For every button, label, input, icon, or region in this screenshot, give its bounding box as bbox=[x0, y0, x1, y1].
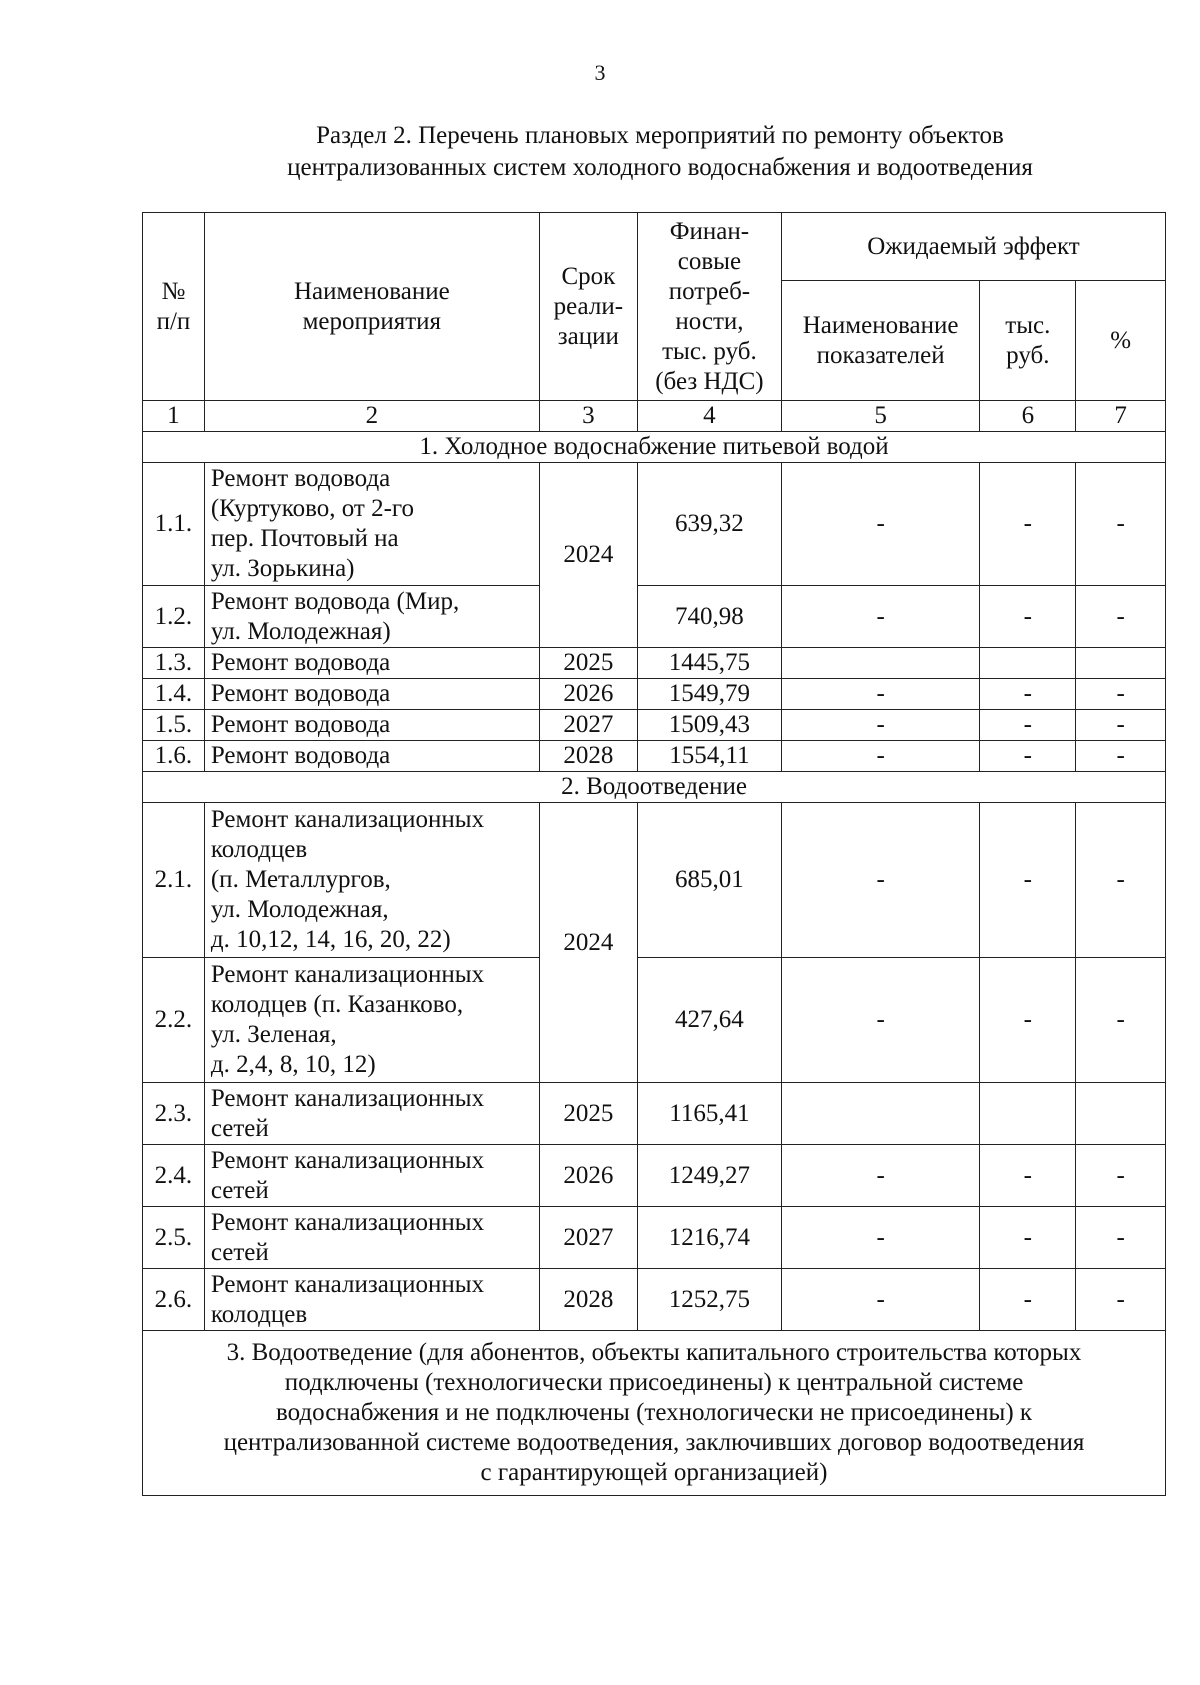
row-year: 2025 bbox=[539, 648, 637, 679]
row-name: Ремонт канализационных колодцев bbox=[204, 1269, 539, 1331]
row-finance: 1554,11 bbox=[637, 741, 781, 772]
row-percent: - bbox=[1076, 958, 1166, 1083]
row-indicator: - bbox=[781, 586, 979, 648]
row-finance: 740,98 bbox=[637, 586, 781, 648]
table-row bbox=[143, 741, 1166, 772]
row-indicator: - bbox=[781, 1145, 979, 1207]
row-year: 2026 bbox=[539, 1145, 637, 1207]
row-num: 2.4. bbox=[143, 1145, 205, 1207]
row-name: Ремонт канализационных сетей bbox=[204, 1083, 539, 1145]
header-name: Наименование мероприятия bbox=[204, 213, 539, 401]
row-num: 1.1. bbox=[143, 463, 205, 586]
header-effect: Ожидаемый эффект bbox=[781, 213, 1165, 281]
row-num: 2.3. bbox=[143, 1083, 205, 1145]
row-thousand-rub: - bbox=[980, 710, 1076, 741]
section-heading-1: 1. Холодное водоснабжение питьевой водой bbox=[143, 432, 1166, 463]
row-year: 2028 bbox=[539, 741, 637, 772]
row-percent: - bbox=[1076, 1269, 1166, 1331]
row-indicator bbox=[781, 648, 979, 679]
row-year: 2028 bbox=[539, 1269, 637, 1331]
row-finance: 1509,43 bbox=[637, 710, 781, 741]
header-indicators: Наименование показателей bbox=[781, 281, 979, 401]
row-name: Ремонт водовода bbox=[204, 710, 539, 741]
page-number: 3 bbox=[594, 60, 606, 85]
row-num: 1.2. bbox=[143, 586, 205, 648]
row-name: Ремонт водовода bbox=[204, 741, 539, 772]
table-row bbox=[143, 1207, 1166, 1269]
col-number: 5 bbox=[781, 401, 979, 432]
row-indicator: - bbox=[781, 463, 979, 586]
row-year: 2024 bbox=[539, 463, 637, 648]
row-indicator: - bbox=[781, 958, 979, 1083]
row-indicator: - bbox=[781, 710, 979, 741]
table-row bbox=[143, 463, 1166, 586]
table-row bbox=[143, 958, 1166, 1083]
row-percent: - bbox=[1076, 710, 1166, 741]
column-numbers-row bbox=[143, 401, 1166, 432]
row-thousand-rub: - bbox=[980, 1207, 1076, 1269]
row-name: Ремонт канализационных сетей bbox=[204, 1145, 539, 1207]
row-percent: - bbox=[1076, 1145, 1166, 1207]
row-name: Ремонт водовода bbox=[204, 679, 539, 710]
table-row bbox=[143, 586, 1166, 648]
row-percent bbox=[1076, 1083, 1166, 1145]
row-finance: 1445,75 bbox=[637, 648, 781, 679]
row-percent bbox=[1076, 648, 1166, 679]
row-name: Ремонт водовода bbox=[204, 648, 539, 679]
row-num: 2.5. bbox=[143, 1207, 205, 1269]
row-num: 1.3. bbox=[143, 648, 205, 679]
row-thousand-rub: - bbox=[980, 803, 1076, 958]
section-heading-2: 2. Водоотведение bbox=[143, 772, 1166, 803]
row-name: Ремонт канализационных колодцев (п. Казанково, ул. Зеленая, д. 2,4, 8, 10, 12) bbox=[204, 958, 539, 1083]
table-row bbox=[143, 648, 1166, 679]
row-finance: 1216,74 bbox=[637, 1207, 781, 1269]
row-year: 2025 bbox=[539, 1083, 637, 1145]
header-finance: Финан- совые потреб- ности, тыс. руб. (без НДС) bbox=[637, 213, 781, 401]
row-name: Ремонт канализационных колодцев (п. Металлургов, ул. Молодежная, д. 10,12, 14, 16, 20, 22) bbox=[204, 803, 539, 958]
row-thousand-rub bbox=[980, 1083, 1076, 1145]
row-name: Ремонт водовода (Мир, ул. Молодежная) bbox=[204, 586, 539, 648]
row-indicator: - bbox=[781, 1269, 979, 1331]
col-number: 1 bbox=[143, 401, 205, 432]
row-thousand-rub bbox=[980, 648, 1076, 679]
row-percent: - bbox=[1076, 803, 1166, 958]
row-finance: 427,64 bbox=[637, 958, 781, 1083]
row-finance: 685,01 bbox=[637, 803, 781, 958]
title-line: централизованных систем холодного водоснабжения и водоотведения bbox=[287, 154, 1033, 181]
row-num: 2.6. bbox=[143, 1269, 205, 1331]
table-row bbox=[143, 710, 1166, 741]
row-indicator: - bbox=[781, 741, 979, 772]
row-num: 1.5. bbox=[143, 710, 205, 741]
row-percent: - bbox=[1076, 1207, 1166, 1269]
measures-table bbox=[142, 212, 1166, 1496]
row-thousand-rub: - bbox=[980, 1145, 1076, 1207]
col-number: 7 bbox=[1076, 401, 1166, 432]
col-number: 2 bbox=[204, 401, 539, 432]
table-row bbox=[143, 1145, 1166, 1207]
row-percent: - bbox=[1076, 586, 1166, 648]
row-percent: - bbox=[1076, 741, 1166, 772]
row-year: 2026 bbox=[539, 679, 637, 710]
row-num: 2.2. bbox=[143, 958, 205, 1083]
row-percent: - bbox=[1076, 679, 1166, 710]
row-indicator: - bbox=[781, 1207, 979, 1269]
table-row bbox=[143, 803, 1166, 958]
title-line: Раздел 2. Перечень плановых мероприятий по ремонту объектов bbox=[316, 122, 1004, 149]
section-title bbox=[140, 120, 1180, 184]
row-indicator: - bbox=[781, 679, 979, 710]
row-thousand-rub: - bbox=[980, 586, 1076, 648]
row-indicator: - bbox=[781, 803, 979, 958]
col-number: 4 bbox=[637, 401, 781, 432]
table-row bbox=[143, 1083, 1166, 1145]
header-num: № п/п bbox=[143, 213, 205, 401]
row-num: 1.4. bbox=[143, 679, 205, 710]
row-year: 2027 bbox=[539, 710, 637, 741]
section-heading-3: 3. Водоотведение (для абонентов, объекты капитального строительства которых подключены (технологически присоединены) к центральной системе водоснабжения и не подключены (технологически не присоединены) к централизованной системе водоотведения, заключивших договор водоотведения с гарантирующей организацией) bbox=[143, 1331, 1166, 1496]
row-year: 2027 bbox=[539, 1207, 637, 1269]
header-percent: % bbox=[1076, 281, 1166, 401]
row-percent: - bbox=[1076, 463, 1166, 586]
row-thousand-rub: - bbox=[980, 741, 1076, 772]
row-thousand-rub: - bbox=[980, 1269, 1076, 1331]
col-number: 6 bbox=[980, 401, 1076, 432]
row-year: 2024 bbox=[539, 803, 637, 1083]
row-finance: 1549,79 bbox=[637, 679, 781, 710]
table-row bbox=[143, 679, 1166, 710]
row-finance: 1252,75 bbox=[637, 1269, 781, 1331]
row-thousand-rub: - bbox=[980, 958, 1076, 1083]
table-row bbox=[143, 1269, 1166, 1331]
row-thousand-rub: - bbox=[980, 463, 1076, 586]
row-finance: 1249,27 bbox=[637, 1145, 781, 1207]
row-num: 2.1. bbox=[143, 803, 205, 958]
row-indicator bbox=[781, 1083, 979, 1145]
col-number: 3 bbox=[539, 401, 637, 432]
row-finance: 639,32 bbox=[637, 463, 781, 586]
header-thousand-rub: тыс. руб. bbox=[980, 281, 1076, 401]
row-num: 1.6. bbox=[143, 741, 205, 772]
row-name: Ремонт водовода (Куртуково, от 2-го пер. Почтовый на ул. Зорькина) bbox=[204, 463, 539, 586]
row-thousand-rub: - bbox=[980, 679, 1076, 710]
row-name: Ремонт канализационных сетей bbox=[204, 1207, 539, 1269]
row-finance: 1165,41 bbox=[637, 1083, 781, 1145]
header-term: Срок реали- зации bbox=[539, 213, 637, 401]
